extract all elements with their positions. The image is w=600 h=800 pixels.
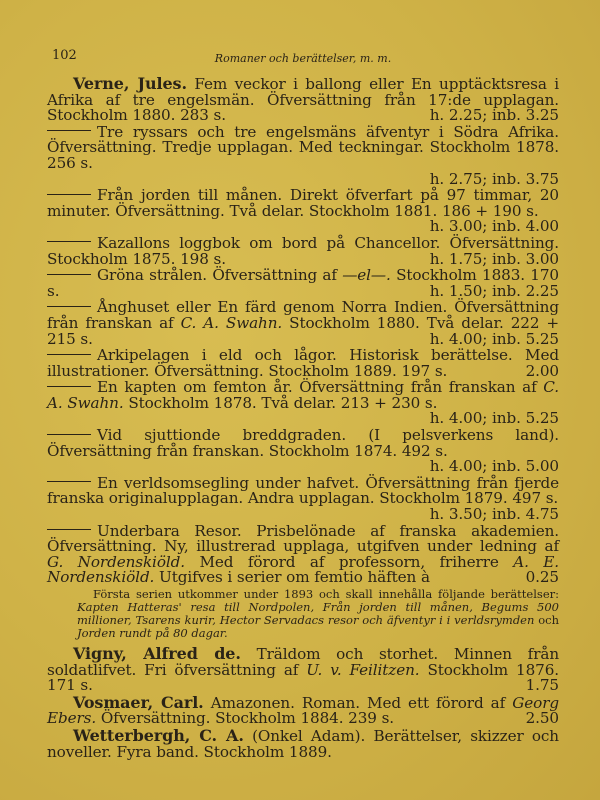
price: h. 4.00; inb. 5.00 — [429, 457, 559, 476]
ditto-dash — [47, 386, 91, 387]
running-title: Romaner och berättelser, m. m. — [214, 52, 392, 65]
author-name: Vosmaer, Carl. — [73, 692, 204, 712]
note-title-end: Jorden rundt på 80 dagar. — [77, 626, 228, 640]
ditto-dash — [47, 481, 91, 482]
ditto-dash — [47, 529, 91, 530]
translator-name: U. v. Feilitzen. — [306, 660, 420, 679]
price: h. 1.75; inb. 3.00 — [429, 249, 559, 268]
catalog-entry — [47, 646, 559, 694]
catalog-entry — [47, 348, 559, 379]
entry-text: Arkipelagen i eld och lågor. Historisk berättelse. Med illustrationer. Öfversättning. Stockholm 1889. 197 s. — [47, 346, 559, 380]
ditto-dash — [47, 274, 91, 275]
catalog-entry — [47, 428, 559, 475]
price: h. 3.50; inb. 4.75 — [429, 505, 559, 524]
ditto-dash — [47, 241, 91, 242]
catalog-entry — [47, 380, 559, 427]
author-name: Wetterbergh, C. A. — [73, 725, 244, 745]
author-name: Verne, Jules. — [73, 74, 187, 93]
entry-text: Underbara Resor. Prisbelönade af franska akademien. Öfversättning. Ny, illustrerad upplaga, utgifven under ledning af — [47, 521, 559, 556]
catalog-entry — [47, 521, 559, 587]
catalog-entry — [47, 473, 559, 524]
catalog-entry — [47, 233, 559, 268]
note-joiner: och — [538, 613, 560, 627]
catalog-entry — [47, 122, 559, 188]
catalog-entry — [47, 300, 559, 347]
entry-text: Stockholm 1883. 170 s. — [47, 266, 559, 300]
price: h. 3.00; inb. 4.00 — [429, 217, 559, 236]
note-titles: Kapten Hatteras' resa till Nordpolen, Från jorden till månen, Begums 500 millioner, Tsarens kurir, Hector Servadacs resor och äfventyr i i verldsrymden — [77, 600, 559, 627]
entry-text: Utgifves i serier om femtio häften à — [159, 568, 430, 587]
catalog-entries — [47, 76, 559, 761]
entry-text: Öfversättning. Stockholm 1884. 239 s. — [100, 709, 394, 728]
entry-text: (Onkel Adam). Berättelser, skizzer och noveller. Fyra band. Stockholm 1889. — [47, 726, 559, 761]
ditto-dash — [47, 130, 91, 131]
ditto-dash — [47, 306, 91, 307]
price: 0.25 — [525, 568, 559, 587]
price: 2.00 — [525, 361, 559, 380]
price: h. 4.00; inb. 5.25 — [429, 409, 559, 428]
entry-text: Stockholm 1878. Två delar. 213 + 230 s. — [128, 393, 438, 412]
translator-name: C. A. Swahn. — [180, 313, 283, 332]
entry-text: Amazonen. Roman. Med ett förord af — [210, 693, 506, 712]
entry-text: Tre ryssars och tre engelsmäns äfventyr i Södra Afrika. Öfversättning. Tredje upplagan. Med teckningar. Stockholm 1878. 256 s. — [47, 122, 559, 172]
page-number: 102 — [52, 48, 77, 63]
price: h. 2.25; inb. 3.25 — [429, 106, 559, 125]
author-name: Vigny, Alfred de. — [73, 644, 241, 663]
translator-name: —el—. — [342, 266, 391, 285]
price: h. 1.50; inb. 2.25 — [429, 281, 559, 300]
price: h. 4.00; inb. 5.25 — [429, 329, 559, 348]
price: 2.50 — [525, 709, 559, 728]
entry-text: Kazallons loggbok om bord på Chancellor. Öfversättning. Stockholm 1875. 198 s. — [47, 233, 559, 268]
series-note — [77, 588, 559, 640]
entry-text: Ånghuset eller En färd genom Norra Indien. Öfversättning från franskan af — [47, 298, 559, 332]
note-text: Första serien utkommer under 1893 och skall innehålla följande berättelser: — [93, 587, 559, 601]
catalog-entry — [47, 692, 559, 728]
price: h. 2.75; inb. 3.75 — [429, 169, 559, 188]
catalog-entry — [47, 268, 559, 299]
entry-text: Med förord af professorn, friherre — [199, 552, 499, 571]
entry-text: Stockholm 1880. Två delar. 222 + 215 s. — [47, 313, 560, 348]
entry-text: Stockholm 1876. 171 s. — [47, 660, 560, 695]
ditto-dash — [47, 354, 91, 355]
price: 1.75 — [525, 676, 559, 695]
preface-author: Georg Ebers. — [47, 693, 559, 728]
catalog-entry — [47, 76, 559, 124]
preface-author: A. E. Nordenskiöld. — [47, 552, 559, 587]
entry-text: Träldom och storhet. Minnen från soldatlifvet. Fri öfversättning af — [47, 645, 559, 679]
editor-name: G. Nordenskiöld. — [47, 552, 185, 571]
entry-text: Vid sjuttionde breddgraden. (I pelsverkens land). Öfversättning från franskan. Stockholm 1874. 492 s. — [47, 426, 559, 460]
catalog-entry — [47, 725, 559, 761]
ditto-dash — [47, 434, 91, 435]
entry-text: En kapten om femton år. Öfversättning från franskan af — [97, 378, 537, 397]
entry-text: Från jorden till månen. Direkt öfverfart på 97 timmar, 20 minuter. Öfversättning. Två delar. Stockholm 1881. 186 + 190 s. — [47, 186, 559, 220]
entry-text: Fem veckor i ballong eller En upptäcktsresa i Afrika af tre engelsmän. Öfversättning från 17:de upplagan. Stockholm 1880. 283 s. — [47, 75, 559, 125]
ditto-dash — [47, 194, 91, 195]
translator-name: C. A. Swahn. — [47, 378, 560, 412]
page-header — [47, 48, 559, 68]
entry-text: Gröna strålen. Öfversättning af — [97, 266, 337, 285]
entry-text: En verldsomsegling under hafvet. Öfversättning från fjerde franska originalupplagan. Andra upplagan. Stockholm 1879. 497 s. — [47, 473, 559, 508]
catalog-entry — [47, 188, 559, 235]
